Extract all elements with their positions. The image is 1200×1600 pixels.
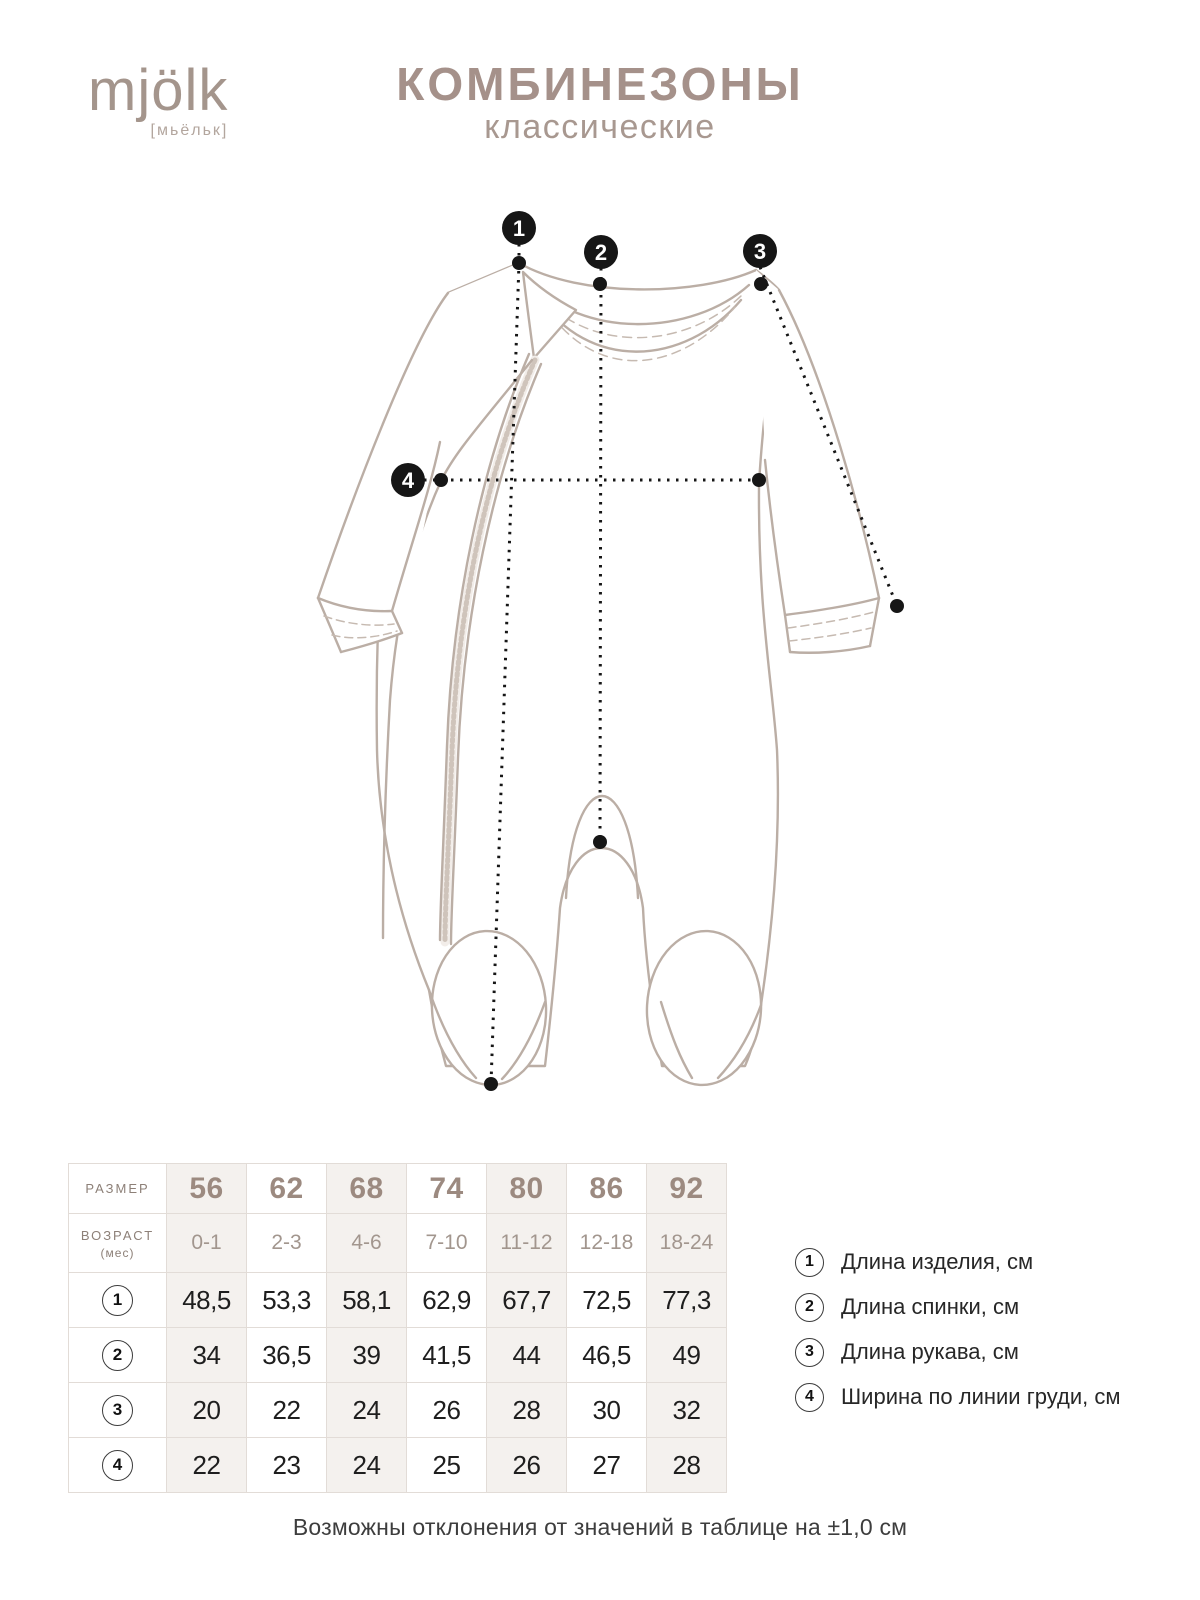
legend-text: Длина спинки, см <box>841 1294 1020 1319</box>
right-sleeve <box>756 270 879 653</box>
badge-4: 4 <box>401 468 415 493</box>
measure-3-value: 20 <box>167 1383 247 1438</box>
size-col-74: 74 <box>407 1164 487 1214</box>
badge-3: 3 <box>753 239 767 264</box>
badge-2: 2 <box>594 240 608 265</box>
measure-3-value: 30 <box>567 1383 647 1438</box>
legend-item-1 <box>795 1247 1120 1277</box>
age-cell: 2-3 <box>247 1214 327 1273</box>
measure-1-value: 77,3 <box>647 1273 727 1328</box>
size-col-56: 56 <box>167 1164 247 1214</box>
measure-3-value: 24 <box>327 1383 407 1438</box>
measure-2-value: 39 <box>327 1328 407 1383</box>
brand-logo-transcription: [мьёльк] <box>150 122 229 139</box>
measure-2-value: 49 <box>647 1328 727 1383</box>
age-row-label: ВОЗРАСТ (мес) <box>69 1214 167 1273</box>
legend-num-2: 2 <box>795 1293 824 1322</box>
tolerance-note: Возможны отклонения от значений в таблице на ±1,0 см <box>292 1514 908 1540</box>
measure-4-value: 25 <box>407 1438 487 1493</box>
legend-num-3: 3 <box>795 1338 824 1367</box>
legend-text: Ширина по линии груди, см <box>841 1384 1121 1409</box>
measure-1-value: 67,7 <box>487 1273 567 1328</box>
age-cell: 18-24 <box>647 1214 727 1273</box>
measure-4-value: 26 <box>487 1438 567 1493</box>
age-cell: 0-1 <box>167 1214 247 1273</box>
measure-2-value: 46,5 <box>567 1328 647 1383</box>
size-col-92: 92 <box>647 1164 727 1214</box>
size-col-80: 80 <box>487 1164 567 1214</box>
legend-text: Длина изделия, см <box>841 1249 1034 1274</box>
size-col-86: 86 <box>567 1164 647 1214</box>
measure-4-value: 28 <box>647 1438 727 1493</box>
measure-row-4-label: 4 <box>69 1438 167 1493</box>
size-col-68: 68 <box>327 1164 407 1214</box>
size-row-label: РАЗМЕР <box>69 1164 167 1214</box>
measure-row-3-label: 3 <box>69 1383 167 1438</box>
measure-2-value: 44 <box>487 1328 567 1383</box>
measure-4-value: 27 <box>567 1438 647 1493</box>
measure-2-value: 41,5 <box>407 1328 487 1383</box>
measure-1-value: 58,1 <box>327 1273 407 1328</box>
page-title-block <box>0 60 1200 147</box>
size-col-62: 62 <box>247 1164 327 1214</box>
measure-row-2-label: 2 <box>69 1328 167 1383</box>
legend-item-4 <box>795 1382 1120 1412</box>
measure-1-value: 48,5 <box>167 1273 247 1328</box>
measure-2-value: 36,5 <box>247 1328 327 1383</box>
legend-num-1: 1 <box>795 1248 824 1277</box>
measure-row-1-label: 1 <box>69 1273 167 1328</box>
onesie-drawing-svg <box>280 190 920 1110</box>
measure-4-value: 24 <box>327 1438 407 1493</box>
size-table <box>68 1163 727 1493</box>
measure-3-value: 28 <box>487 1383 567 1438</box>
age-cell: 7-10 <box>407 1214 487 1273</box>
measure-4-value: 23 <box>247 1438 327 1493</box>
measure-2-value: 34 <box>167 1328 247 1383</box>
badge-1: 1 <box>512 216 526 241</box>
measure-4-value: 22 <box>167 1438 247 1493</box>
age-cell: 12-18 <box>567 1214 647 1273</box>
brand-logo-text: mjölk <box>88 58 229 123</box>
measure-1-value: 53,3 <box>247 1273 327 1328</box>
page-subtitle: классические <box>484 108 716 147</box>
measure-3-value: 32 <box>647 1383 727 1438</box>
measure-3-value: 22 <box>247 1383 327 1438</box>
measure-1-value: 62,9 <box>407 1273 487 1328</box>
garment-diagram <box>280 190 920 1110</box>
legend-item-3 <box>795 1337 1120 1367</box>
legend-text: Длина рукава, см <box>841 1339 1019 1364</box>
page-title: КОМБИНЕЗОНЫ <box>396 58 804 110</box>
legend-num-4: 4 <box>795 1383 824 1412</box>
measure-3-value: 26 <box>407 1383 487 1438</box>
measure-1-value: 72,5 <box>567 1273 647 1328</box>
age-cell: 11-12 <box>487 1214 567 1273</box>
legend-item-2 <box>795 1292 1120 1322</box>
age-cell: 4-6 <box>327 1214 407 1273</box>
measurement-legend <box>795 1247 1120 1427</box>
